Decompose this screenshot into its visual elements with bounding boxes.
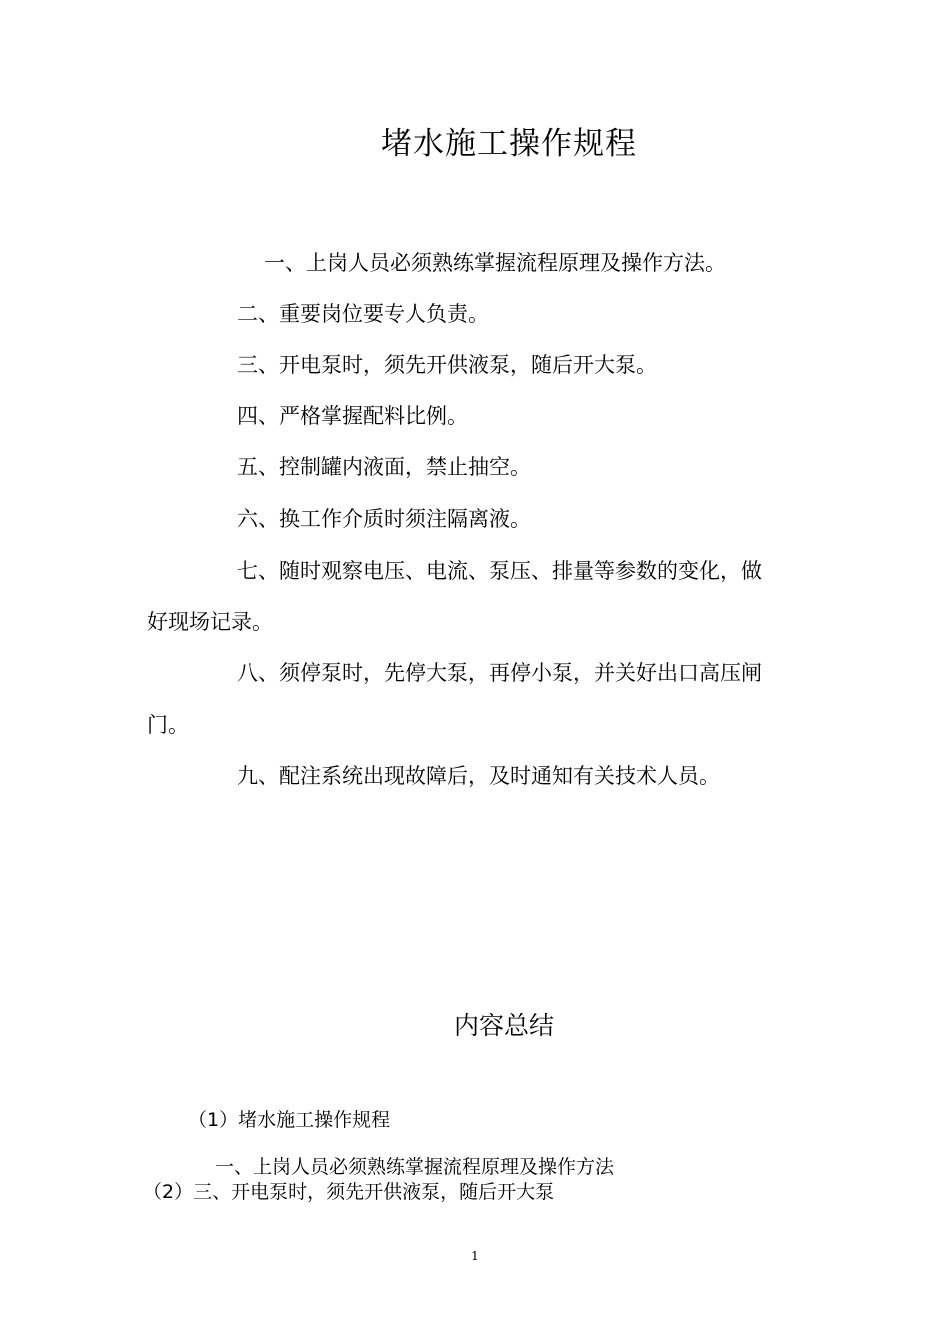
- rule-3: 三、开电泵时，须先开供液泵，随后开大泵。: [237, 353, 657, 377]
- rule-5: 五、控制罐内液面，禁止抽空。: [237, 455, 531, 479]
- rule-2: 二、重要岗位要专人负责。: [237, 302, 489, 326]
- rule-6: 六、换工作介质时须注隔离液。: [237, 507, 531, 531]
- page-number: 1: [471, 1249, 479, 1263]
- rule-7-line-2: 好现场记录。: [147, 610, 273, 634]
- document-title: 堵水施工操作规程: [381, 126, 637, 162]
- summary-title: 内容总结: [453, 1011, 554, 1040]
- rule-1: 一、上岗人员必须熟练掌握流程原理及操作方法。: [264, 251, 726, 275]
- summary-line-2: 一、上岗人员必须熟练掌握流程原理及操作方法: [215, 1156, 615, 1178]
- rule-4: 四、严格掌握配料比例。: [237, 404, 468, 428]
- rule-7-line-1: 七、随时观察电压、电流、泵压、排量等参数的变化，做: [237, 559, 762, 583]
- summary-line-1: （1）堵水施工操作规程: [188, 1109, 391, 1131]
- rule-8-line-1: 八、须停泵时，先停大泵，再停小泵，并关好出口高压闸: [237, 661, 762, 685]
- rule-9: 九、配注系统出现故障后，及时通知有关技术人员。: [237, 764, 720, 788]
- rule-8-line-2: 门。: [147, 713, 189, 737]
- summary-line-3: （2）三、开电泵时，须先开供液泵，随后开大泵: [143, 1181, 555, 1203]
